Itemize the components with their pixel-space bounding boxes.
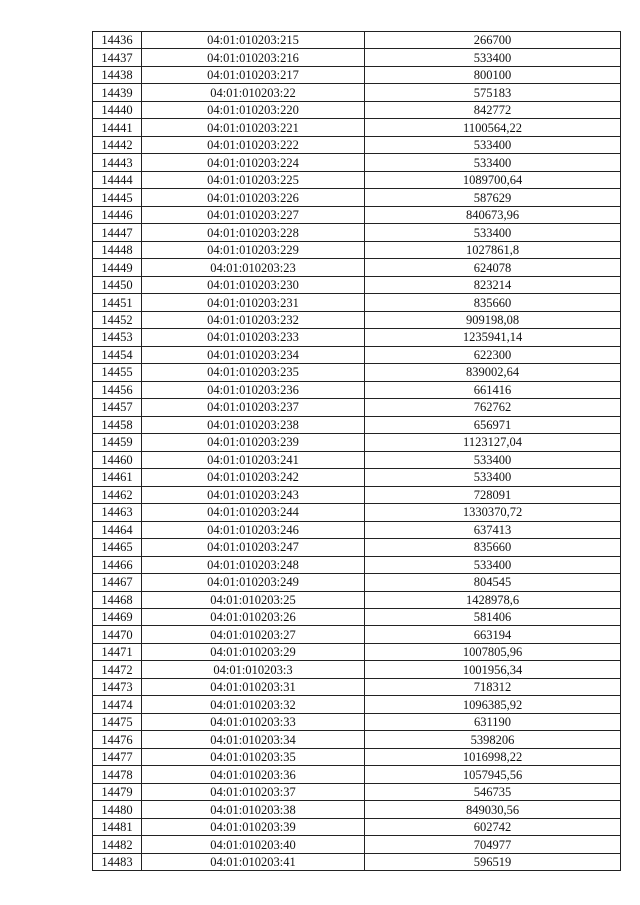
cadastral-value-cell: 1089700,64 xyxy=(365,171,621,188)
cadastral-number-cell: 04:01:010203:34 xyxy=(142,731,365,748)
row-number-cell: 14447 xyxy=(93,224,142,241)
cadastral-number-cell: 04:01:010203:246 xyxy=(142,521,365,538)
cadastral-value-cell: 718312 xyxy=(365,678,621,695)
cadastral-number-cell: 04:01:010203:215 xyxy=(142,32,365,49)
cadastral-number-cell: 04:01:010203:248 xyxy=(142,556,365,573)
table-row xyxy=(93,643,621,660)
cadastral-value-cell: 800100 xyxy=(365,66,621,83)
cadastral-number-cell: 04:01:010203:29 xyxy=(142,643,365,660)
cadastral-number-cell: 04:01:010203:35 xyxy=(142,748,365,765)
table-row xyxy=(93,346,621,363)
cadastral-number-cell: 04:01:010203:228 xyxy=(142,224,365,241)
table-row xyxy=(93,136,621,153)
table-row xyxy=(93,521,621,538)
cadastral-value-cell: 587629 xyxy=(365,189,621,206)
row-number-cell: 14481 xyxy=(93,818,142,835)
table-row xyxy=(93,259,621,276)
cadastral-value-cell: 1330370,72 xyxy=(365,504,621,521)
cadastral-number-cell: 04:01:010203:244 xyxy=(142,504,365,521)
cadastral-number-cell: 04:01:010203:242 xyxy=(142,469,365,486)
cadastral-number-cell: 04:01:010203:239 xyxy=(142,434,365,451)
table-row xyxy=(93,84,621,101)
table-row xyxy=(93,32,621,49)
cadastral-value-cell: 1057945,56 xyxy=(365,766,621,783)
cadastral-number-cell: 04:01:010203:3 xyxy=(142,661,365,678)
table-row xyxy=(93,836,621,853)
table-row xyxy=(93,486,621,503)
row-number-cell: 14474 xyxy=(93,696,142,713)
cadastral-number-cell: 04:01:010203:231 xyxy=(142,294,365,311)
table-row xyxy=(93,329,621,346)
cadastral-number-cell: 04:01:010203:222 xyxy=(142,136,365,153)
row-number-cell: 14453 xyxy=(93,329,142,346)
cadastral-value-cell: 533400 xyxy=(365,556,621,573)
cadastral-number-cell: 04:01:010203:234 xyxy=(142,346,365,363)
table-row xyxy=(93,119,621,136)
cadastral-value-cell: 5398206 xyxy=(365,731,621,748)
row-number-cell: 14448 xyxy=(93,241,142,258)
table-row xyxy=(93,608,621,625)
row-number-cell: 14452 xyxy=(93,311,142,328)
cadastral-value-cell: 661416 xyxy=(365,381,621,398)
cadastral-value-cell: 1096385,92 xyxy=(365,696,621,713)
table-row xyxy=(93,539,621,556)
cadastral-number-cell: 04:01:010203:221 xyxy=(142,119,365,136)
table-row xyxy=(93,364,621,381)
cadastral-value-cell: 631190 xyxy=(365,713,621,730)
row-number-cell: 14454 xyxy=(93,346,142,363)
cadastral-value-cell: 704977 xyxy=(365,836,621,853)
cadastral-value-cell: 835660 xyxy=(365,294,621,311)
table-row xyxy=(93,224,621,241)
cadastral-number-cell: 04:01:010203:226 xyxy=(142,189,365,206)
cadastral-number-cell: 04:01:010203:39 xyxy=(142,818,365,835)
cadastral-number-cell: 04:01:010203:230 xyxy=(142,276,365,293)
row-number-cell: 14469 xyxy=(93,608,142,625)
row-number-cell: 14449 xyxy=(93,259,142,276)
row-number-cell: 14463 xyxy=(93,504,142,521)
cadastral-number-cell: 04:01:010203:249 xyxy=(142,574,365,591)
table-row xyxy=(93,556,621,573)
row-number-cell: 14459 xyxy=(93,434,142,451)
row-number-cell: 14446 xyxy=(93,206,142,223)
cadastral-value-cell: 663194 xyxy=(365,626,621,643)
cadastral-value-cell: 909198,08 xyxy=(365,311,621,328)
cadastral-number-cell: 04:01:010203:26 xyxy=(142,608,365,625)
row-number-cell: 14450 xyxy=(93,276,142,293)
cadastral-number-cell: 04:01:010203:22 xyxy=(142,84,365,101)
cadastral-number-cell: 04:01:010203:38 xyxy=(142,801,365,818)
row-number-cell: 14472 xyxy=(93,661,142,678)
row-number-cell: 14471 xyxy=(93,643,142,660)
row-number-cell: 14483 xyxy=(93,853,142,870)
row-number-cell: 14467 xyxy=(93,574,142,591)
cadastral-number-cell: 04:01:010203:220 xyxy=(142,101,365,118)
table-row xyxy=(93,748,621,765)
cadastral-number-cell: 04:01:010203:243 xyxy=(142,486,365,503)
row-number-cell: 14444 xyxy=(93,171,142,188)
table-row xyxy=(93,49,621,66)
row-number-cell: 14475 xyxy=(93,713,142,730)
cadastral-value-cell: 1007805,96 xyxy=(365,643,621,660)
row-number-cell: 14477 xyxy=(93,748,142,765)
cadastral-value-cell: 835660 xyxy=(365,539,621,556)
table-row xyxy=(93,416,621,433)
table-row xyxy=(93,591,621,608)
row-number-cell: 14442 xyxy=(93,136,142,153)
cadastral-value-cell: 602742 xyxy=(365,818,621,835)
table-row xyxy=(93,661,621,678)
cadastral-value-cell: 1016998,22 xyxy=(365,748,621,765)
table-row xyxy=(93,399,621,416)
cadastral-value-cell: 575183 xyxy=(365,84,621,101)
row-number-cell: 14476 xyxy=(93,731,142,748)
table-row xyxy=(93,66,621,83)
row-number-cell: 14460 xyxy=(93,451,142,468)
cadastral-value-cell: 622300 xyxy=(365,346,621,363)
table-row xyxy=(93,469,621,486)
table-row xyxy=(93,713,621,730)
cadastral-number-cell: 04:01:010203:33 xyxy=(142,713,365,730)
table-row xyxy=(93,154,621,171)
cadastral-value-cell: 839002,64 xyxy=(365,364,621,381)
cadastral-value-cell: 762762 xyxy=(365,399,621,416)
table-row xyxy=(93,434,621,451)
cadastral-value-cell: 1001956,34 xyxy=(365,661,621,678)
row-number-cell: 14451 xyxy=(93,294,142,311)
table-row xyxy=(93,311,621,328)
cadastral-number-cell: 04:01:010203:27 xyxy=(142,626,365,643)
cadastral-number-cell: 04:01:010203:36 xyxy=(142,766,365,783)
cadastral-number-cell: 04:01:010203:31 xyxy=(142,678,365,695)
row-number-cell: 14436 xyxy=(93,32,142,49)
cadastral-value-cell: 533400 xyxy=(365,469,621,486)
cadastral-number-cell: 04:01:010203:225 xyxy=(142,171,365,188)
cadastral-value-cell: 533400 xyxy=(365,451,621,468)
cadastral-value-cell: 1428978,6 xyxy=(365,591,621,608)
cadastral-value-cell: 533400 xyxy=(365,224,621,241)
table-row xyxy=(93,294,621,311)
cadastral-value-table xyxy=(92,31,621,871)
row-number-cell: 14441 xyxy=(93,119,142,136)
row-number-cell: 14445 xyxy=(93,189,142,206)
table-row xyxy=(93,504,621,521)
cadastral-number-cell: 04:01:010203:233 xyxy=(142,329,365,346)
table-row xyxy=(93,731,621,748)
cadastral-value-cell: 533400 xyxy=(365,49,621,66)
row-number-cell: 14473 xyxy=(93,678,142,695)
cadastral-value-cell: 1235941,14 xyxy=(365,329,621,346)
table-row xyxy=(93,783,621,800)
row-number-cell: 14439 xyxy=(93,84,142,101)
cadastral-value-cell: 842772 xyxy=(365,101,621,118)
cadastral-value-cell: 1123127,04 xyxy=(365,434,621,451)
table-row xyxy=(93,381,621,398)
row-number-cell: 14478 xyxy=(93,766,142,783)
table-row xyxy=(93,451,621,468)
cadastral-number-cell: 04:01:010203:40 xyxy=(142,836,365,853)
table-row xyxy=(93,801,621,818)
cadastral-value-cell: 823214 xyxy=(365,276,621,293)
table-row xyxy=(93,626,621,643)
cadastral-number-cell: 04:01:010203:32 xyxy=(142,696,365,713)
cadastral-number-cell: 04:01:010203:235 xyxy=(142,364,365,381)
cadastral-value-cell: 546735 xyxy=(365,783,621,800)
row-number-cell: 14458 xyxy=(93,416,142,433)
cadastral-value-cell: 533400 xyxy=(365,154,621,171)
row-number-cell: 14437 xyxy=(93,49,142,66)
row-number-cell: 14462 xyxy=(93,486,142,503)
row-number-cell: 14480 xyxy=(93,801,142,818)
row-number-cell: 14443 xyxy=(93,154,142,171)
table-row xyxy=(93,101,621,118)
table-row xyxy=(93,189,621,206)
table-row xyxy=(93,678,621,695)
cadastral-value-cell: 840673,96 xyxy=(365,206,621,223)
row-number-cell: 14456 xyxy=(93,381,142,398)
cadastral-number-cell: 04:01:010203:216 xyxy=(142,49,365,66)
cadastral-value-cell: 849030,56 xyxy=(365,801,621,818)
cadastral-number-cell: 04:01:010203:217 xyxy=(142,66,365,83)
table-row xyxy=(93,696,621,713)
row-number-cell: 14468 xyxy=(93,591,142,608)
cadastral-value-cell: 533400 xyxy=(365,136,621,153)
cadastral-value-cell: 728091 xyxy=(365,486,621,503)
row-number-cell: 14470 xyxy=(93,626,142,643)
cadastral-value-cell: 637413 xyxy=(365,521,621,538)
table-row xyxy=(93,206,621,223)
cadastral-value-cell: 1100564,22 xyxy=(365,119,621,136)
table-row xyxy=(93,818,621,835)
cadastral-number-cell: 04:01:010203:25 xyxy=(142,591,365,608)
cadastral-value-cell: 266700 xyxy=(365,32,621,49)
table-row xyxy=(93,171,621,188)
table-row xyxy=(93,276,621,293)
row-number-cell: 14464 xyxy=(93,521,142,538)
cadastral-number-cell: 04:01:010203:247 xyxy=(142,539,365,556)
cadastral-number-cell: 04:01:010203:37 xyxy=(142,783,365,800)
cadastral-value-cell: 656971 xyxy=(365,416,621,433)
cadastral-number-cell: 04:01:010203:227 xyxy=(142,206,365,223)
cadastral-number-cell: 04:01:010203:237 xyxy=(142,399,365,416)
row-number-cell: 14482 xyxy=(93,836,142,853)
cadastral-value-cell: 581406 xyxy=(365,608,621,625)
row-number-cell: 14466 xyxy=(93,556,142,573)
cadastral-number-cell: 04:01:010203:241 xyxy=(142,451,365,468)
row-number-cell: 14461 xyxy=(93,469,142,486)
row-number-cell: 14457 xyxy=(93,399,142,416)
table-row xyxy=(93,574,621,591)
cadastral-number-cell: 04:01:010203:41 xyxy=(142,853,365,870)
cadastral-value-cell: 624078 xyxy=(365,259,621,276)
cadastral-number-cell: 04:01:010203:236 xyxy=(142,381,365,398)
cadastral-number-cell: 04:01:010203:229 xyxy=(142,241,365,258)
cadastral-value-cell: 1027861,8 xyxy=(365,241,621,258)
table-row xyxy=(93,241,621,258)
row-number-cell: 14465 xyxy=(93,539,142,556)
cadastral-number-cell: 04:01:010203:23 xyxy=(142,259,365,276)
row-number-cell: 14455 xyxy=(93,364,142,381)
cadastral-value-cell: 596519 xyxy=(365,853,621,870)
table-row xyxy=(93,766,621,783)
row-number-cell: 14479 xyxy=(93,783,142,800)
row-number-cell: 14438 xyxy=(93,66,142,83)
table-body xyxy=(93,32,621,871)
cadastral-number-cell: 04:01:010203:238 xyxy=(142,416,365,433)
cadastral-value-cell: 804545 xyxy=(365,574,621,591)
cadastral-number-cell: 04:01:010203:232 xyxy=(142,311,365,328)
table-row xyxy=(93,853,621,870)
cadastral-number-cell: 04:01:010203:224 xyxy=(142,154,365,171)
row-number-cell: 14440 xyxy=(93,101,142,118)
